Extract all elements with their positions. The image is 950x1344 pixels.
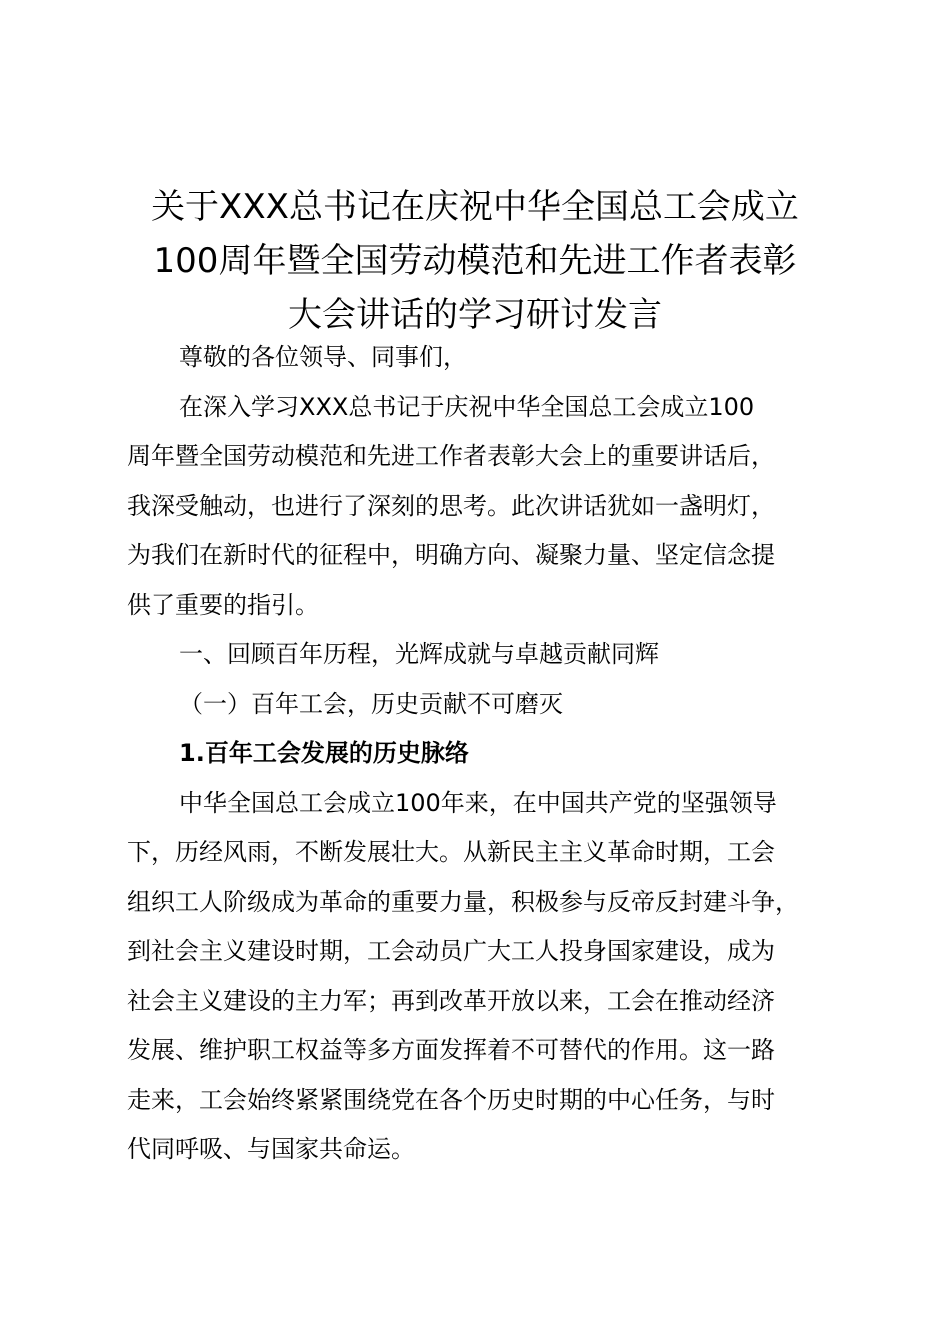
paragraph-line: 供了重要的指引。 [127, 590, 319, 619]
paragraph-line: 走来，工会始终紧紧围绕党在各个历史时期的中心任务，与时 [127, 1085, 775, 1114]
paragraph-line: 为我们在新时代的征程中，明确方向、凝聚力量、坚定信念提 [127, 541, 775, 569]
document-title [110, 180, 840, 342]
title-line: 关于XXX总书记在庆祝中华全国总工会成立 [151, 187, 799, 227]
paragraph-line: 我深受触动，也进行了深刻的思考。此次讲话犹如一盏明灯， [127, 491, 775, 520]
section-heading: 一、回顾百年历程，光辉成就与卓越贡献同辉 [179, 640, 659, 668]
title-line: 大会讲话的学习研讨发言 [288, 295, 662, 335]
paragraph-line: 在深入学习XXX总书记于庆祝中华全国总工会成立100 [179, 392, 755, 421]
paragraph-line: 到社会主义建设时期，工会动员广大工人投身国家建设，成为 [127, 937, 775, 965]
paragraph-line: 社会主义建设的主力军；再到改革开放以来，工会在推动经济 [127, 986, 775, 1015]
paragraph-line: 发展、维护职工权益等多方面发挥着不可替代的作用。这一路 [127, 1036, 775, 1064]
paragraph-line: 下，历经风雨，不断发展壮大。从新民主主义革命时期，工会 [127, 838, 775, 866]
paragraph-line: 代同呼吸、与国家共命运。 [127, 1135, 415, 1163]
document-body [127, 333, 839, 1175]
history-paragraph [127, 779, 839, 1175]
paragraph-line: 组织工人阶级成为革命的重要力量，积极参与反帝反封建斗争， [127, 887, 799, 916]
subsection-heading: （一）百年工会，历史贡献不可磨灭 [179, 689, 563, 718]
paragraph-line: 周年暨全国劳动模范和先进工作者表彰大会上的重要讲话后， [127, 442, 775, 470]
point-heading: 1.百年工会发展的历史脉络 [179, 739, 469, 767]
title-line: 100周年暨全国劳动模范和先进工作者表彰 [153, 241, 797, 281]
intro-paragraph [127, 383, 839, 631]
paragraph-line: 中华全国总工会成立100年来，在中国共产党的坚强领导 [179, 788, 777, 817]
greeting: 尊敬的各位领导、同事们， [179, 343, 467, 371]
